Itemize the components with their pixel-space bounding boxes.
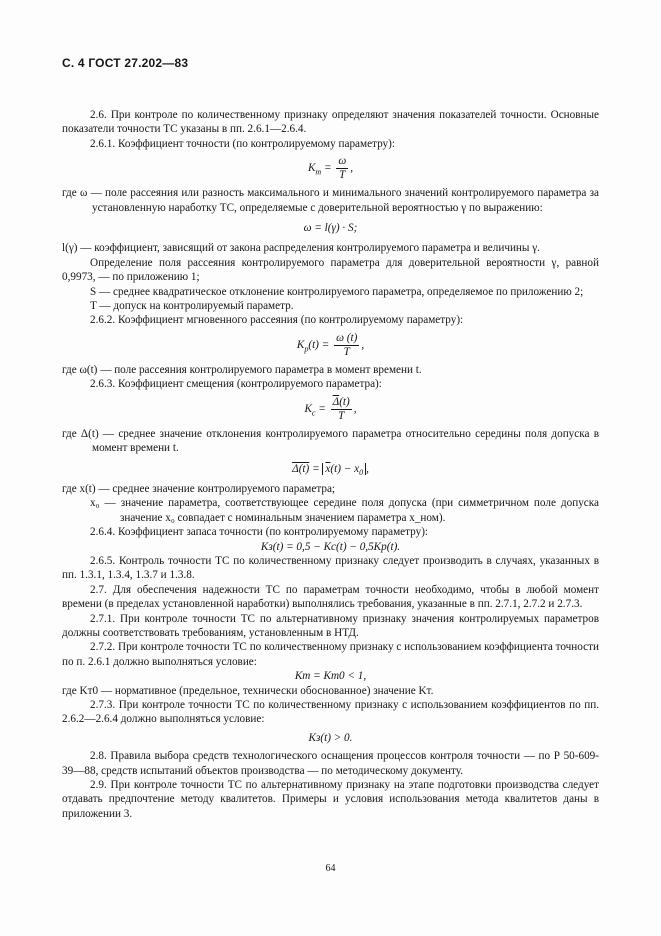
- paragraph-2-7-3: 2.7.3. При контроле точности ТС по количественному признаку с использованием коэффициентов по пп. 2.6.2—2.6.4 должно выполняться условие:: [62, 699, 599, 726]
- definition-l-gamma: l(γ) — коэффициент, зависящий от закона распределения контролируемого параметра и величины γ.: [62, 242, 540, 255]
- formula-reserve-coefficient: Kз(t) = 0,5 − Kс(t) − 0,5Kр(t).: [260, 540, 401, 553]
- formula-accuracy-coefficient: $K_т$ = $\frac{\omega}{T}$ ,: [307, 155, 354, 182]
- definition-omega: где ω — поле рассеяния или разность максимального и минимального значений контролируемого параметра за установленную наработку ТС, определяемые с доверительной вероятностью γ по выражению:: [62, 187, 599, 214]
- paragraph-2-7-1: 2.7.1. При контроле точности ТС по альтернативному признаку значения контролируемых параметров должны соответствовать требованиям, установленным в НТД.: [62, 612, 599, 639]
- paragraph-2-7-2: 2.7.2. При контроле точности ТС по количественному признаку с использованием коэффициента точности по п. 2.6.1 должно выполняться условие:: [62, 641, 599, 668]
- paragraph-2-6: 2.6. При контроле по количественному признаку определяют значения показателей точности. Основные показатели точности ТС указаны в пп. 2.6.1—2.6.4.: [62, 109, 599, 136]
- definition-kt0: где Kт0 — нормативное (предельное, технически обоснованное) значение Kт.: [62, 684, 434, 697]
- definition-xbar: где x(t) — среднее значение контролируемого параметра;: [62, 482, 336, 495]
- definition-delta: где Δ(t) — среднее значение отклонения контролируемого параметра относительно середины поля допуска в момент времени t.: [62, 427, 599, 455]
- formula-shift-coefficient: $K_с$ = $\frac{\overline{\Delta}(t)}{T}$ ,: [304, 395, 357, 422]
- page-header: С. 4 ГОСТ 27.202—83: [62, 56, 189, 70]
- formula-instant-scatter: $K_р(t)$ = $\frac{\omega (t)}{T}$ ,: [296, 331, 365, 358]
- definition-T: T — допуск на контролируемый параметр.: [90, 300, 294, 313]
- paragraph-2-6-5: 2.6.5. Контроль точности ТС по количественному признаку следует производить в случаях, указанных в пп. 1.3.1, 1.3.4, 1.3.7 и 1.3.8.: [62, 554, 599, 582]
- paragraph-2-7: 2.7. Для обеспечения надежности ТС по параметрам точности необходимо, чтобы в любой момент времени (в пределах установленной наработки) выполнялись требования, указанные в пп. 2.7.1, 2.7.2 и 2.7.3.: [62, 583, 599, 611]
- paragraph-2-8: 2.8. Правила выбора средств технологического оснащения процессов контроля точности — по Р 50-609-39—88, средств испытаний объектов производства — по методическому документу.: [62, 750, 599, 777]
- paragraph-2-6-4: 2.6.4. Коэффициент запаса точности (по контролируемому параметру):: [90, 526, 429, 539]
- formula-condition-kz: Kз(t) > 0.: [308, 731, 353, 744]
- definition-omega-t: где ω(t) — поле рассеяния контролируемого параметра в момент времени t.: [62, 363, 422, 376]
- formula-omega: ω = l(γ) · S;: [303, 222, 358, 235]
- formula-condition-kt: Kт = Kт0 < 1,: [294, 670, 367, 683]
- paragraph-2-6-2: 2.6.2. Коэффициент мгновенного рассеяния (по контролируемому параметру):: [90, 314, 464, 327]
- formula-delta: $\Delta(t) = \overline{x}(t) - x_0$ ,: [292, 462, 369, 477]
- paragraph-2-9: 2.9. При контроле точности ТС по альтернативному признаку на этапе подготовки производства следует отдавать предпочтение методу квалитетов. Примеры и условия использования метода квалитетов даны в приложении 3.: [62, 779, 599, 820]
- page-body: [62, 108, 599, 821]
- definition-x0: x₀ — значение параметра, соответствующее середине поля допуска (при симметричном поле допуска значение x₀ совпадает с номинальным значением параметра x_ном).: [90, 497, 599, 524]
- page-number: 64: [325, 863, 336, 874]
- definition-S: S — среднее квадратическое отклонение контролируемого параметра, определяемое по приложению 2;: [90, 285, 584, 298]
- paragraph-field-determination: Определение поля рассеяния контролируемого параметра для доверительной вероятности γ, равной 0,9973, — по приложению 1;: [62, 256, 599, 284]
- paragraph-2-6-1: 2.6.1. Коэффициент точности (по контролируемому параметру):: [90, 137, 395, 150]
- paragraph-2-6-3: 2.6.3. Коэффициент смещения (контролируемого параметра):: [90, 378, 382, 391]
